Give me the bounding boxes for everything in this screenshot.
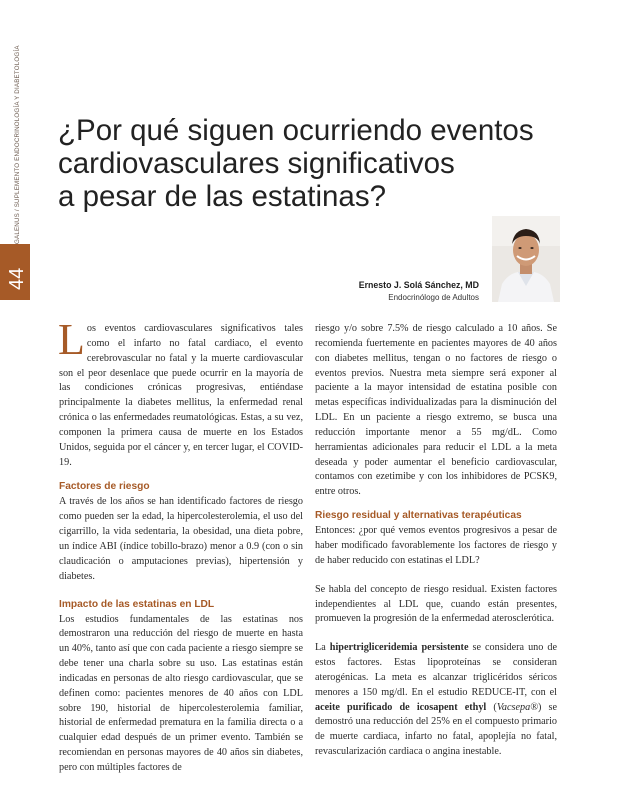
- residual-risk-question-paragraph: Entonces: ¿por qué vemos eventos progresivos a pesar de haber modificado favorablemente los factores de riesgo y de haber reducido con estatinas el LDL?: [315, 525, 557, 566]
- right-column: [315, 322, 557, 760]
- intro-paragraph: [58, 315, 303, 470]
- publication-name-text: GALENUS / SUPLEMENTO ENDOCRINOLOGÍA Y DIABETOLOGÍA: [14, 45, 21, 244]
- page-number-tab: [0, 244, 30, 300]
- section-heading-residual-risk: Riesgo residual y alternativas terapéuticas: [315, 510, 522, 522]
- para4-paren-open: (: [486, 701, 497, 713]
- left-column: [58, 315, 303, 776]
- bold-term-icosapent-ethyl: aceite purificado de icosapent ethyl: [315, 701, 487, 713]
- para4-text-middle: se considera uno de estos factores. Estas lipoproteínas se consideran aterogénicas. La meta es alcanzar triglicéridos séricos menores a 150 mg/dl. En el estudio REDUCE-IT, con el: [315, 642, 557, 698]
- drop-cap: L: [58, 315, 85, 364]
- title-line-2: cardiovasculares significativos: [58, 147, 455, 180]
- statins-continued-paragraph: riesgo y/o sobre 7.5% de riesgo calculado a 10 años. Se recomienda fuertemente en pacientes mayores de 40 años con diabetes mellitus, tengan o no factores de riesgo o eventos previos. Nuestra meta siempre será exponer al paciente a la mayor intensidad de estatina posible con metas específicas individualizadas para la disminución del LDL. En un paciente a riesgo extremo, se busca una reducción importante menor a 55 mg/dL. Como herramientas adicionales para reducir el LDL a la meta deseada y poder aumentar el beneficio cardiovascular, contamos con ezetimibe y con los inhibidores de PCSK9, entre otros.: [315, 323, 557, 498]
- title-line-1: ¿Por qué siguen ocurriendo eventos: [58, 114, 534, 147]
- author-role: Endocrinólogo de Adultos: [388, 293, 479, 302]
- publication-side-label: [4, 34, 21, 244]
- intro-text: os eventos cardiovasculares significativos tales como el infarto no fatal cardiaco, el evento cerebrovascular no fatal y la muerte cardiovascular son el peor desenlace que puede ocurrir en la mayoría de las condiciones crónicas progresivas, entiéndase principalmente la diabetes mellitus, la enfermedad renal crónica o las enfermedades reumatológicas. Estas, a su vez, componen la primera causa de muerte en los Estados Unidos, seguida por el cáncer y, en tercer lugar, el COVID-19.: [59, 323, 303, 468]
- section-heading-statins-impact: Impacto de las estatinas en LDL: [59, 598, 215, 610]
- brand-name-vacsepa: Vacsepa®: [496, 701, 538, 713]
- para4-text-end: ) se demostró una reducción del 25% en el compuesto primario de muerte cardiaca, infarto no fatal, apoplejía no fatal, revascularización cardiaca o angina inestable.: [315, 701, 557, 758]
- author-byline: [359, 279, 479, 304]
- para4-text-start: La: [315, 642, 330, 654]
- author-photo: [492, 216, 560, 302]
- article-title: [58, 114, 578, 213]
- bold-term-hypertriglyceridemia: hipertrigliceridemia persistente: [329, 642, 469, 654]
- residual-risk-concept-paragraph: Se habla del concepto de riesgo residual. Existen factores independientes al LDL que, cuando están presentes, promueven la progresión de la enfermedad aterosclerótica.: [315, 583, 557, 625]
- page-number: 44: [6, 267, 28, 290]
- author-portrait-image: [492, 216, 560, 302]
- author-name: Ernesto J. Solá Sánchez, MD: [358, 280, 479, 290]
- section-heading-risk-factors: Factores de riesgo: [59, 481, 150, 493]
- hypertriglyceridemia-paragraph: [315, 641, 557, 760]
- risk-factors-paragraph: A través de los años se han identificado factores de riesgo como pueden ser la edad, la hipercolesterolemia, el uso del cigarrillo, la vida sedentaria, la obesidad, una dieta pobre, un índice ABI (índice tobillo-brazo) menor a 0.9 (con o sin claudicación o amputaciones previas), hipertensión y diabetes.: [59, 496, 303, 582]
- title-line-3: a pesar de las estatinas?: [58, 180, 386, 213]
- statins-impact-paragraph: Los estudios fundamentales de las estatinas nos demostraron una reducción del riesgo de muerte en hasta un 40%, tanto así que con cada paciente a riesgo siempre se debe tener una charla sobre su uso. Las estatinas están indicadas en personas de alto riesgo cardiovascular, que se definen como: pacientes menores de 40 años con LDL sobre 190, historial de hipercolesterolemia familiar, historial de enfermedad prematura en la familia directa o a cualquier edad después de un primer evento. También se recomiendan en personas mayores de 40 años sin diabetes, pero con múltiples factores de: [59, 613, 303, 773]
